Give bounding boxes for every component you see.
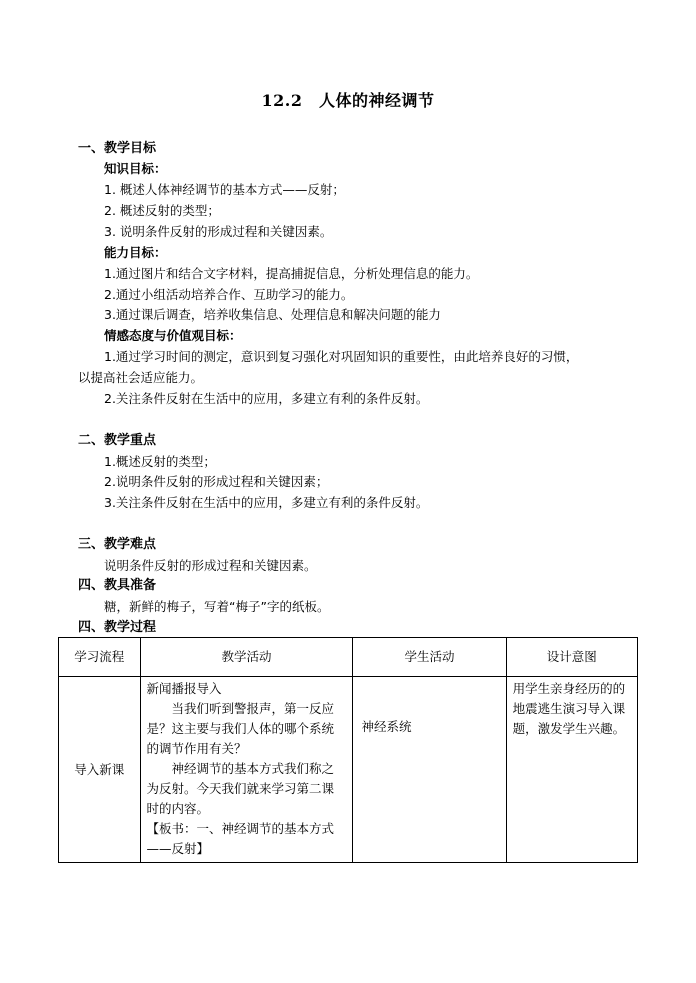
subheading-ability: 能力目标：	[104, 245, 167, 260]
design-intent-cell: 用学生亲身经历的的地震逃生演习导入课题，激发学生兴趣。	[506, 677, 637, 863]
column-header: 设计意图	[506, 638, 637, 677]
ability-item: 3.通过课后调查，培养收集信息、处理信息和解决问题的能力	[104, 307, 441, 322]
activity-paragraph: 神经调节的基本方式我们称之为反射。今天我们就来学习第二课时的内容。	[146, 761, 335, 816]
activity-paragraph: 【板书：一、神经调节的基本方式——反射】	[146, 821, 335, 856]
key-point-item: 3.关注条件反射在生活中的应用，多建立有利的条件反射。	[104, 495, 429, 510]
activity-paragraph: 当我们听到警报声，第一反应是？这主要与我们人体的哪个系统的调节作用有关？	[146, 701, 335, 756]
knowledge-item: 2. 概述反射的类型；	[104, 203, 220, 218]
teaching-process-table	[58, 637, 638, 863]
emotion-item: 2.关注条件反射在生活中的应用，多建立有利的条件反射。	[104, 391, 429, 406]
materials-text: 糖，新鲜的梅子，写着“梅子”字的纸板。	[104, 599, 330, 614]
difficulty-text: 说明条件反射的形成过程和关键因素。	[104, 558, 317, 573]
key-point-item: 1.概述反射的类型；	[104, 454, 216, 469]
section-heading-key-points: 二、教学重点	[78, 433, 157, 448]
emotion-item-line: 1.通过学习时间的测定，意识到复习强化对巩固知识的重要性，由此培养良好的习惯，	[104, 349, 579, 364]
ability-item: 1.通过图片和结合文字材料，提高捕捉信息，分析处理信息的能力。	[104, 266, 479, 281]
section-heading-goals: 一、教学目标	[78, 141, 157, 156]
section-heading-difficulty: 三、教学难点	[78, 537, 157, 552]
activity-paragraph: 新闻播报导入	[146, 681, 222, 696]
ability-item: 2.通过小组活动培养合作、互助学习的能力。	[104, 287, 354, 302]
page-title: 12.2 人体的神经调节	[261, 91, 435, 110]
table-header-row	[59, 638, 638, 677]
column-header: 学生活动	[353, 638, 506, 677]
column-header: 教学活动	[140, 638, 353, 677]
section-heading-process: 四、教学过程	[78, 620, 157, 635]
emotion-item-line: 以提高社会适应能力。	[78, 370, 204, 385]
column-header: 学习流程	[59, 638, 141, 677]
subheading-knowledge: 知识目标：	[104, 161, 167, 176]
key-point-item: 2.说明条件反射的形成过程和关键因素；	[104, 474, 329, 489]
student-activity-cell: 神经系统	[353, 677, 506, 863]
section-heading-materials: 四、教具准备	[78, 578, 157, 593]
table-row	[59, 677, 638, 863]
activity-cell	[140, 677, 353, 863]
knowledge-item: 1. 概述人体神经调节的基本方式——反射；	[104, 182, 345, 197]
knowledge-item: 3. 说明条件反射的形成过程和关键因素。	[104, 224, 333, 239]
stage-cell: 导入新课	[59, 677, 141, 863]
subheading-emotion: 情感态度与价值观目标：	[104, 328, 242, 343]
